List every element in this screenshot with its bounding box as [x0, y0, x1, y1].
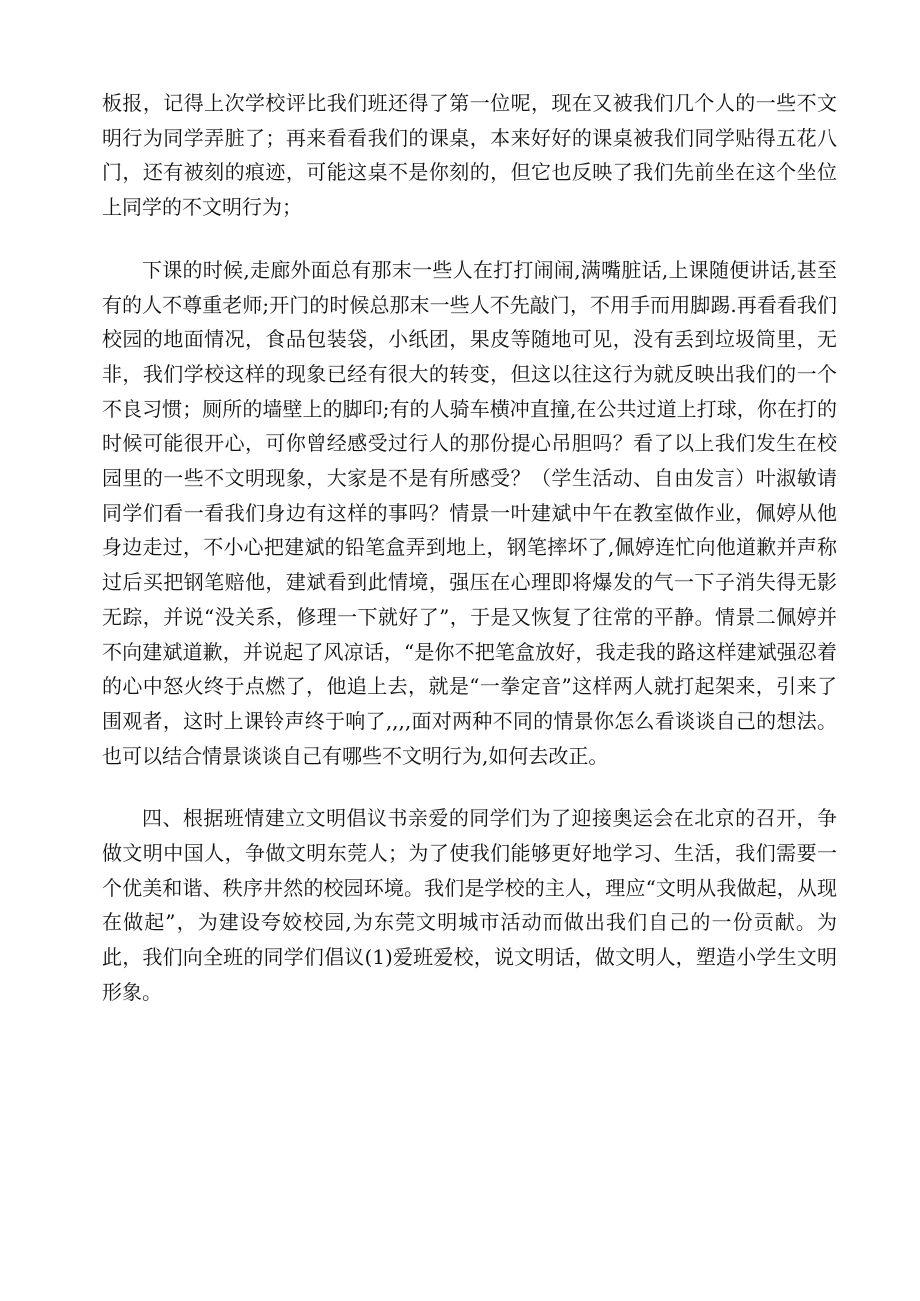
paragraph-civilization-proposal: 四、根据班情建立文明倡议书亲爱的同学们为了迎接奥运会在北京的召开，争做文明中国人，争做文明东莞人；为了使我们能够更好地学习、生活，我们需要一个优美和谐、秩序井然的校园环境。我们是学校的主人，理应“文明从我做起，从现在做起”，为建设夸姣校园,为东莞文明城市活动而做出我们自己的一份贡献。为此，我们向全班的同学们倡议(1)爱班爱校，说文明话，做文明人，塑造小学生文明形象。: [102, 806, 837, 1004]
paragraph-uncivil-behaviors-scenarios: 下课的时候,走廊外面总有那末一些人在打打闹闹,满嘴脏话,上课随便讲话,甚至有的人不尊重老师;开门的时候总那末一些人不先敲门，不用手而用脚踢.再看看我们校园的地面情况，食品包装袋，小纸团，果皮等随地可见，没有丢到垃圾筒里，无非，我们学校这样的现象已经有很大的转变，但这以往这行为就反映出我们的一个不良习惯；厕所的墙壁上的脚印;有的人骑车横冲直撞,在公共过道上打球，你在打的时候可能很开心，可你曾经感受过行人的那份提心吊胆吗？看了以上我们发生在校园里的一些不文明现象，大家是不是有所感受？（学生活动、自由发言）叶淑敏请同学们看一看我们身边有这样的事吗？情景一叶建斌中午在教室做作业，佩婷从他身边走过，不小心把建斌的铅笔盒弄到地上，钢笔摔坏了,佩婷连忙向他道歉并声称过后买把钢笔赔他，建斌看到此情境，强压在心理即将爆发的气一下子消失得无影无踪，并说“没关系，修理一下就好了”，于是又恢复了往常的平静。情景二佩婷并不向建斌道歉，并说起了风凉话，“是你不把笔盒放好，我走我的路这样建斌强忍着的心中怒火终于点燃了，他追上去，就是“一拳定音”这样两人就打起架来，引来了围观者，这时上课铃声终于响了,,,,面对两种不同的情景你怎么看谈谈自己的想法。也可以结合情景谈谈自己有哪些不文明行为,如何去改正。: [102, 257, 837, 768]
paragraph-blackboard-desks: 板报，记得上次学校评比我们班还得了第一位呢，现在又被我们几个人的一些不文明行为同学弄脏了；再来看看我们的课桌，本来好好的课桌被我们同学贴得五花八门，还有被刻的痕迹，可能这桌不是你刻的，但它也反映了我们先前坐在这个坐位上同学的不文明行为；: [102, 91, 837, 220]
document-body: [102, 86, 837, 1010]
